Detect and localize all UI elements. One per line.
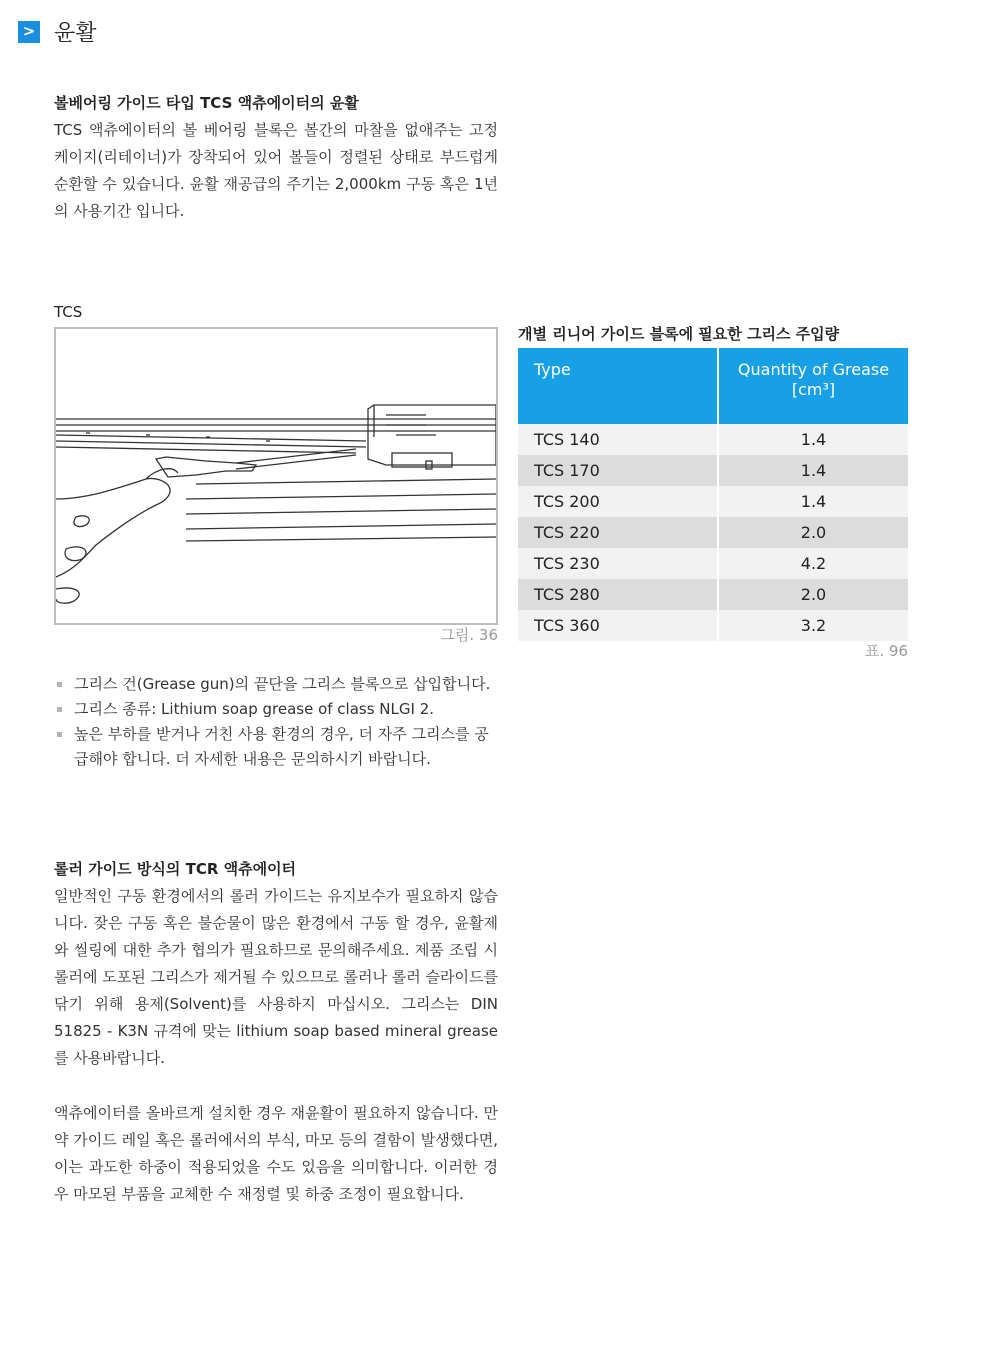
list-item: [54, 697, 498, 722]
ball-bearing-text: TCS 액츄에이터의 볼 베어링 블록은 볼간의 마찰을 없애주는 고정 케이지(리테이너)가 장착되어 있어 볼들이 정렬된 상태로 부드럽게 순환할 수 있습니다. 윤활 재공급의 주기는 2,000km 구동 혹은 1년의 사용기간 입니다.: [54, 121, 498, 220]
row-quantity: 3.2: [718, 610, 908, 641]
ball-bearing-heading: 볼베어링 가이드 타입 TCS 액츄에이터의 윤활: [54, 94, 359, 112]
bullet-square-icon: [57, 732, 62, 737]
table-header-row: [518, 348, 908, 424]
row-quantity: 2.0: [718, 579, 908, 610]
chevron-right-icon: >: [18, 21, 40, 43]
table-caption: 표. 96: [864, 642, 908, 660]
row-quantity: 2.0: [718, 517, 908, 548]
list-item: [54, 672, 498, 697]
ball-bearing-section: [54, 92, 498, 225]
bullet-text: 그리스 건(Grease gun)의 끝단을 그리스 블록으로 삽입합니다.: [74, 675, 491, 693]
bullet-square-icon: [57, 682, 62, 687]
col-quantity-header: [718, 348, 908, 424]
row-type: TCS 220: [518, 517, 718, 548]
col-quantity-label: Quantity of Grease: [737, 360, 890, 379]
row-type: TCS 230: [518, 548, 718, 579]
row-quantity: 1.4: [718, 486, 908, 517]
bullet-text: 그리스 종류: Lithium soap grease of class NLGI 2.: [74, 700, 435, 718]
row-type: TCS 280: [518, 579, 718, 610]
table-row: [518, 455, 908, 486]
figure-label: TCS: [54, 303, 83, 321]
table-row: [518, 610, 908, 641]
grease-quantity-table: [518, 348, 908, 641]
roller-guide-section: [54, 858, 498, 1072]
roller-guide-text: 일반적인 구동 환경에서의 롤러 가이드는 유지보수가 필요하지 않습니다. 잦은 구동 혹은 불순물이 많은 환경에서 구동 할 경우, 윤활제와 씰링에 대한 추가 협의가 필요하므로 문의해주세요. 제품 조립 시 롤러에 도포된 그리스가 제거될 수 있으므로 롤러나 롤러 슬라이드를 닦기 위해 용제(Solvent)를 사용하지 마십시오. 그리스는 DIN 51825 - K3N 규격에 맞는 lithium soap based mineral grease 를 사용바랍니다.: [54, 887, 498, 1067]
actuator-drawing: [56, 329, 496, 623]
row-quantity: 1.4: [718, 455, 908, 486]
section-title: 윤활: [54, 21, 97, 46]
list-item: [54, 722, 498, 772]
row-quantity: 4.2: [718, 548, 908, 579]
table-row: [518, 579, 908, 610]
bullet-text: 높은 부하를 받거나 거친 사용 환경의 경우, 더 자주 그리스를 공급해야 합니다. 더 자세한 내용은 문의하시기 바랍니다.: [74, 725, 489, 768]
table-row: [518, 517, 908, 548]
table-title: 개별 리니어 가이드 블록에 필요한 그리스 주입량: [518, 325, 840, 343]
table-row: [518, 548, 908, 579]
section-header: [18, 16, 97, 47]
table-row: [518, 486, 908, 517]
table-row: [518, 424, 908, 455]
grease-gun-illustration: [54, 327, 498, 625]
row-quantity: 1.4: [718, 424, 908, 455]
roller-guide-heading: 롤러 가이드 방식의 TCR 액츄에이터: [54, 860, 297, 878]
col-type-header: Type: [518, 348, 718, 424]
col-quantity-unit: [cm³]: [791, 380, 836, 399]
relubrication-section: [54, 1100, 498, 1208]
row-type: TCS 360: [518, 610, 718, 641]
row-type: TCS 200: [518, 486, 718, 517]
relubrication-text: 액츄에이터를 올바르게 설치한 경우 재윤활이 필요하지 않습니다. 만약 가이드 레일 혹은 롤러에서의 부식, 마모 등의 결함이 발생했다면, 이는 과도한 하중이 적용되었을 수도 있음을 의미합니다. 이러한 경우 마모된 부품을 교체한 수 재정렬 및 하중 조정이 필요합니다.: [54, 1104, 498, 1203]
row-type: TCS 140: [518, 424, 718, 455]
bullet-square-icon: [57, 707, 62, 712]
figure-caption: 그림. 36: [440, 626, 498, 644]
row-type: TCS 170: [518, 455, 718, 486]
bullet-list: [54, 672, 498, 772]
